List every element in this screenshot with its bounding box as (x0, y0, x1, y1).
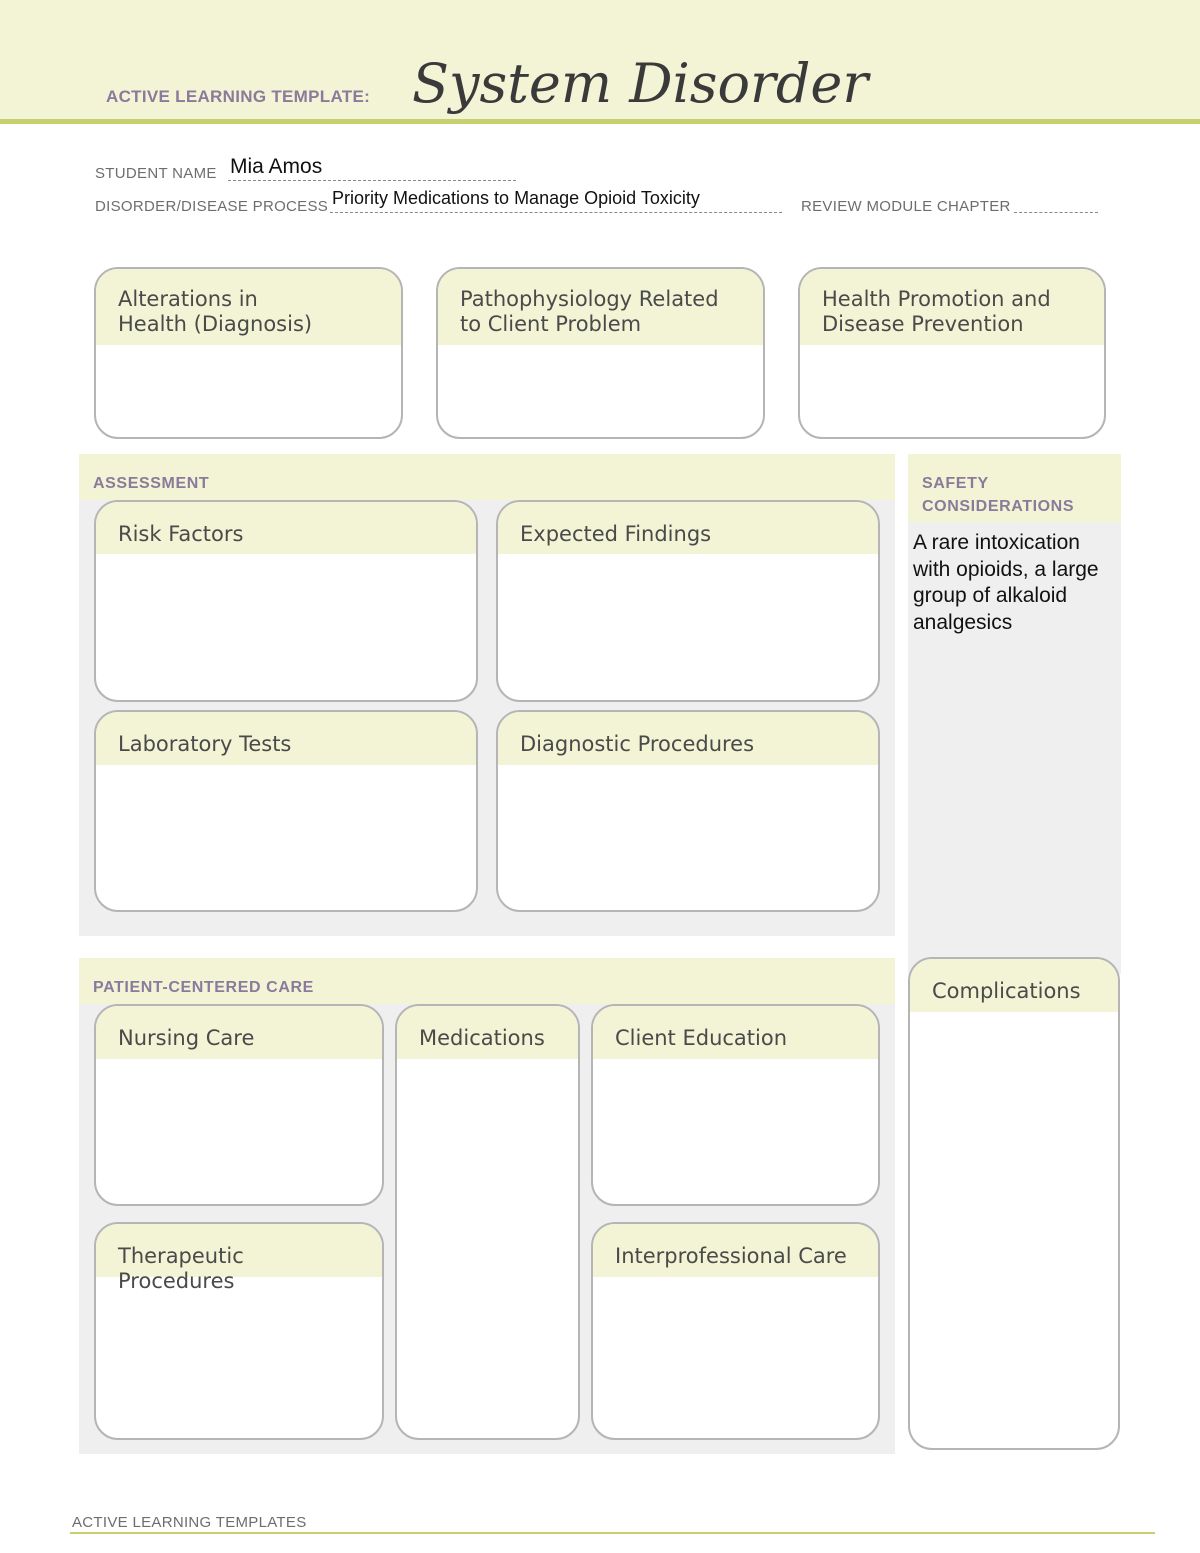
client-education-box[interactable] (591, 1004, 880, 1206)
template-prefix: ACTIVE LEARNING TEMPLATE: (106, 87, 371, 106)
footer-divider (70, 1532, 1155, 1534)
alterations-in-health-box[interactable] (94, 267, 403, 439)
review-chapter-field[interactable] (1014, 212, 1098, 213)
page-title: System Disorder (412, 52, 869, 115)
diagnostic-procedures-heading: Diagnostic Procedures (498, 712, 878, 765)
student-name-label: STUDENT NAME (95, 165, 217, 182)
medications-heading: Medications (397, 1006, 578, 1059)
pathophysiology-box[interactable] (436, 267, 765, 439)
student-name-value[interactable]: Mia Amos (230, 155, 323, 178)
risk-factors-box[interactable] (94, 500, 478, 702)
expected-findings-heading: Expected Findings (498, 502, 878, 554)
disorder-label: DISORDER/DISEASE PROCESS (95, 198, 329, 215)
nursing-care-box[interactable] (94, 1004, 384, 1206)
client-education-heading: Client Education (593, 1006, 878, 1059)
patient-centered-care-label: PATIENT-CENTERED CARE (93, 979, 314, 996)
assessment-label: ASSESSMENT (93, 475, 210, 492)
therapeutic-procedures-heading: Therapeutic Procedures (96, 1224, 382, 1277)
laboratory-tests-box[interactable] (94, 710, 478, 912)
page-header (0, 0, 1200, 124)
medications-box[interactable] (395, 1004, 580, 1440)
disorder-field[interactable] (330, 212, 782, 213)
interprofessional-care-box[interactable] (591, 1222, 880, 1440)
complications-box[interactable] (908, 957, 1120, 1450)
therapeutic-procedures-box[interactable] (94, 1222, 384, 1440)
alterations-in-health-heading: Alterations in Health (Diagnosis) (96, 269, 401, 345)
student-name-field[interactable] (228, 180, 516, 181)
risk-factors-heading: Risk Factors (96, 502, 476, 554)
pathophysiology-heading: Pathophysiology Related to Client Problem (438, 269, 763, 345)
complications-heading: Complications (910, 959, 1118, 1012)
diagnostic-procedures-box[interactable] (496, 710, 880, 912)
footer-label: ACTIVE LEARNING TEMPLATES (72, 1514, 307, 1531)
disorder-value[interactable]: Priority Medications to Manage Opioid Toxicity (332, 188, 700, 208)
nursing-care-heading: Nursing Care (96, 1006, 382, 1059)
safety-considerations-label: SAFETY CONSIDERATIONS (922, 475, 1075, 515)
health-promotion-box[interactable] (798, 267, 1106, 439)
review-chapter-label: REVIEW MODULE CHAPTER (801, 198, 1011, 215)
expected-findings-box[interactable] (496, 500, 880, 702)
health-promotion-heading: Health Promotion and Disease Prevention (800, 269, 1104, 345)
interprofessional-care-heading: Interprofessional Care (593, 1224, 878, 1277)
safety-considerations-text[interactable]: A rare intoxication with opioids, a large group of alkaloid analgesics (913, 531, 1099, 634)
laboratory-tests-heading: Laboratory Tests (96, 712, 476, 765)
